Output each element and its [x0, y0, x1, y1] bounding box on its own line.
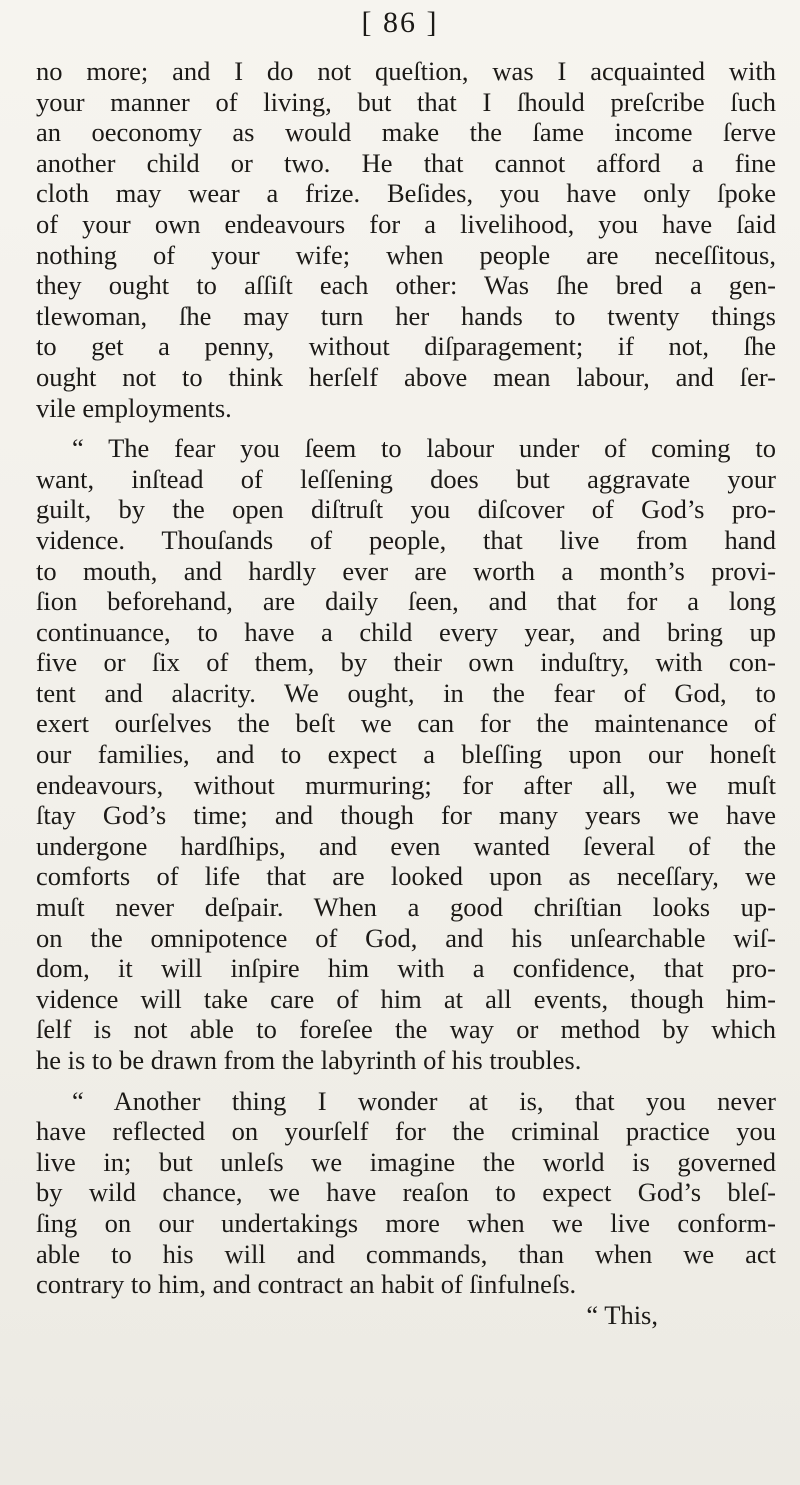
text-line: live in; but unleſs we imagine the world is governed — [36, 1146, 776, 1177]
page-body — [36, 56, 776, 1330]
paragraph-2 — [36, 433, 776, 1075]
paragraph-gap — [36, 1076, 776, 1086]
text-line: “ The fear you ſeem to labour under of coming to — [72, 433, 776, 464]
text-line: to get a penny, without diſparagement; if not, ſhe — [36, 331, 776, 362]
text-line: vile employments. — [36, 392, 232, 423]
text-line: endeavours, without murmuring; for after all, we muſt — [36, 769, 776, 800]
text-line: five or ſix of them, by their own induſtry, with con- — [36, 647, 776, 678]
text-line: have reflected on yourſelf for the criminal practice you — [36, 1116, 776, 1147]
text-line: another child or two. He that cannot afford a fine — [36, 147, 776, 178]
text-line: able to his will and commands, than when we act — [36, 1238, 776, 1269]
text-line: to mouth, and hardly ever are worth a month’s provi- — [36, 555, 776, 586]
text-line: on the omnipotence of God, and his unſearchable wiſ- — [36, 922, 776, 953]
text-line: cloth may wear a frize. Beſides, you have only ſpoke — [36, 178, 776, 209]
text-line: guilt, by the open diſtruſt you diſcover of God’s pro- — [36, 494, 776, 525]
text-line: your manner of living, but that I ſhould preſcribe ſuch — [36, 86, 776, 117]
paragraph-1 — [36, 56, 776, 423]
text-line: he is to be drawn from the labyrinth of his troubles. — [36, 1045, 582, 1075]
text-line: nothing of your wife; when people are neceſſitous, — [36, 239, 776, 270]
text-line: ſelf is not able to foreſee the way or method by which — [36, 1014, 776, 1045]
text-line: tent and alacrity. We ought, in the fear of God, to — [36, 677, 776, 708]
text-line: ſing on our undertakings more when we live conform- — [36, 1207, 776, 1238]
text-line: tlewoman, ſhe may turn her hands to twenty things — [36, 300, 776, 331]
text-line: an oeconomy as would make the ſame income ſerve — [36, 117, 776, 148]
text-line: “ Another thing I wonder at is, that you never — [72, 1085, 776, 1116]
text-line: want, inſtead of leſſening does but aggravate your — [36, 463, 776, 494]
text-line: contrary to him, and contract an habit of ſinfulneſs. — [36, 1269, 577, 1300]
text-line: of your own endeavours for a livelihood, you have ſaid — [36, 208, 776, 239]
text-line: vidence. Thouſands of people, that live from hand — [36, 524, 776, 555]
page-number: [ 86 ] — [361, 6, 439, 39]
text-line: muſt never deſpair. When a good chriſtian looks up- — [36, 892, 776, 923]
text-line: ſtay God’s time; and though for many years we have — [36, 800, 776, 831]
text-line: by wild chance, we have reaſon to expect God’s bleſ- — [36, 1177, 776, 1208]
text-line: ſion beforehand, are daily ſeen, and that for a long — [36, 586, 776, 617]
text-line: dom, it will inſpire him with a confidence, that pro- — [36, 953, 776, 984]
text-line: undergone hardſhips, and even wanted ſeveral of the — [36, 830, 776, 861]
catchword: “ This, — [586, 1299, 658, 1330]
paragraph-gap — [36, 423, 776, 433]
text-line: exert ourſelves the beſt we can for the maintenance of — [36, 708, 776, 739]
text-line: continuance, to have a child every year, and bring up — [36, 616, 776, 647]
text-line: ought not to think herſelf above mean labour, and ſer- — [36, 361, 776, 392]
text-line: comforts of life that are looked upon as neceſſary, we — [36, 861, 776, 892]
text-line: they ought to aſſiſt each other: Was ſhe bred a gen- — [36, 270, 776, 301]
text-line: our families, and to expect a bleſſing upon our honeſt — [36, 739, 776, 770]
paragraph-3 — [36, 1086, 776, 1300]
text-line: vidence will take care of him at all events, though him- — [36, 983, 776, 1014]
text-line: no more; and I do not queſtion, was I acquainted with — [36, 56, 776, 86]
